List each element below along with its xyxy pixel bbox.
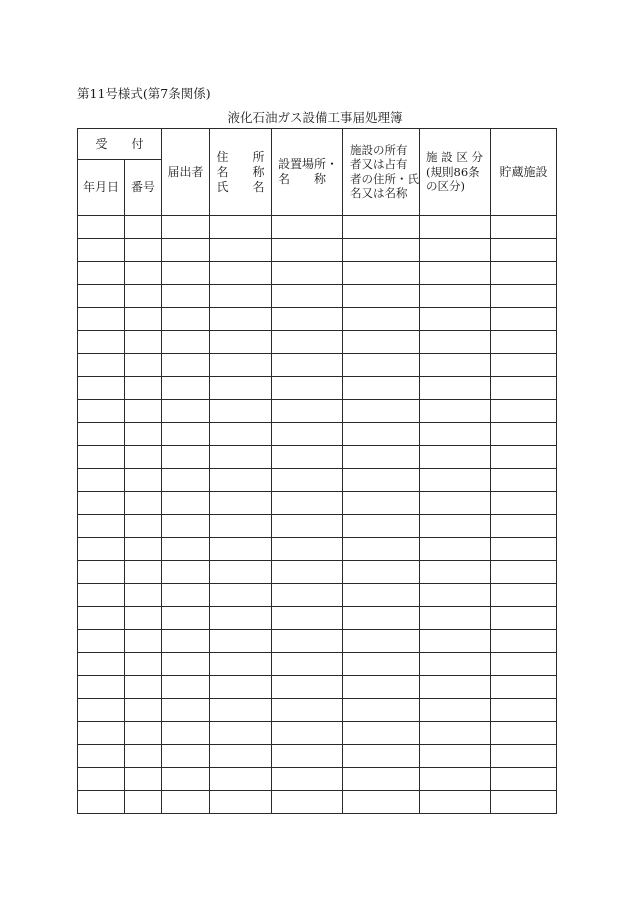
table-cell [491,216,557,239]
table-cell [78,492,125,515]
table-cell [491,469,557,492]
table-cell [125,699,162,722]
table-cell [210,561,272,584]
table-cell [162,262,210,285]
table-cell [162,423,210,446]
table-cell [78,722,125,745]
table-row [78,469,557,492]
table-cell [210,492,272,515]
table-cell [78,791,125,814]
table-cell [272,722,343,745]
table-cell [78,239,125,262]
table-cell [125,446,162,469]
table-cell [491,492,557,515]
table-cell [78,768,125,791]
table-cell [491,239,557,262]
table-cell [491,722,557,745]
number-label: 番号 [131,180,156,194]
table-cell [210,791,272,814]
table-cell [78,469,125,492]
table-row [78,492,557,515]
table-row [78,653,557,676]
table-cell [125,722,162,745]
table-cell [272,423,343,446]
table-cell [78,285,125,308]
table-cell [420,492,491,515]
table-cell [491,676,557,699]
table-cell [343,653,420,676]
table-cell [125,331,162,354]
table-cell [420,285,491,308]
table-cell [343,377,420,400]
location-header [272,129,343,216]
table-cell [210,768,272,791]
table-cell [272,584,343,607]
table-cell [420,538,491,561]
table-cell [162,308,210,331]
table-cell [491,538,557,561]
table-cell [420,446,491,469]
table-row [78,607,557,630]
table-cell [78,561,125,584]
table-cell [210,469,272,492]
table-cell [491,653,557,676]
table-cell [491,423,557,446]
number-header [125,160,162,216]
table-cell [491,561,557,584]
table-cell [343,561,420,584]
table-cell [343,768,420,791]
table-cell [210,676,272,699]
person-name-label: 氏 名 [216,179,265,194]
table-row [78,354,557,377]
table-cell [125,492,162,515]
table-cell [420,607,491,630]
table-cell [125,285,162,308]
table-cell [210,331,272,354]
table-cell [420,262,491,285]
table-cell [343,216,420,239]
table-cell [125,515,162,538]
table-cell [272,377,343,400]
table-cell [420,216,491,239]
table-cell [78,699,125,722]
table-row [78,561,557,584]
table-cell [272,653,343,676]
table-cell [162,722,210,745]
table-cell [210,423,272,446]
table-cell [210,607,272,630]
table-cell [420,584,491,607]
table-cell [420,423,491,446]
table-cell [272,538,343,561]
table-cell [343,423,420,446]
table-cell [125,561,162,584]
table-row [78,699,557,722]
table-cell [78,630,125,653]
table-cell [210,285,272,308]
table-cell [78,400,125,423]
table-cell [78,538,125,561]
table-cell [491,584,557,607]
facility-class-label-3: の区分) [426,178,466,193]
table-cell [125,768,162,791]
table-cell [272,400,343,423]
table-cell [125,239,162,262]
table-row [78,377,557,400]
notifier-header [162,129,210,216]
table-cell [491,377,557,400]
storage-label: 貯蔵施設 [499,164,548,179]
table-cell [343,446,420,469]
table-cell [78,653,125,676]
table-cell [343,745,420,768]
table-cell [272,216,343,239]
table-cell [125,308,162,331]
table-cell [343,469,420,492]
table-cell [272,469,343,492]
table-cell [343,584,420,607]
table-cell [343,538,420,561]
table-cell [162,630,210,653]
table-cell [162,699,210,722]
table-cell [343,676,420,699]
table-cell [420,722,491,745]
table-cell [420,630,491,653]
table-cell [162,331,210,354]
table-cell [162,607,210,630]
table-cell [491,400,557,423]
facility-class-label-2: (規則86条 [426,164,480,179]
table-cell [78,354,125,377]
table-cell [491,699,557,722]
table-cell [420,561,491,584]
facility-class-header [420,129,491,216]
table-cell [162,538,210,561]
table-cell [343,515,420,538]
table-cell [210,446,272,469]
table-cell [162,216,210,239]
table-cell [210,584,272,607]
table-cell [125,791,162,814]
table-cell [125,745,162,768]
table-cell [78,331,125,354]
table-cell [272,607,343,630]
table-cell [125,216,162,239]
table-cell [125,423,162,446]
table-cell [125,676,162,699]
table-cell [343,722,420,745]
table-cell [78,377,125,400]
table-row [78,768,557,791]
table-cell [272,492,343,515]
register-table [77,128,557,814]
table-row [78,446,557,469]
table-cell [272,354,343,377]
table-cell [210,216,272,239]
table-cell [420,308,491,331]
table-cell [162,676,210,699]
table-cell [162,400,210,423]
table-cell [125,653,162,676]
table-cell [78,216,125,239]
table-cell [420,745,491,768]
table-cell [272,239,343,262]
table-row [78,676,557,699]
table-cell [162,285,210,308]
location-name-label: 名 称 [278,172,327,186]
table-cell [420,354,491,377]
table-row [78,584,557,607]
table-cell [162,745,210,768]
table-cell [210,308,272,331]
table-row [78,239,557,262]
table-cell [343,630,420,653]
form-number: 第11号様式(第7条関係) [77,86,211,101]
table-cell [78,515,125,538]
table-cell [125,584,162,607]
table-cell [343,791,420,814]
table-cell [210,354,272,377]
header-row-top [78,129,557,160]
table-cell [162,377,210,400]
table-cell [210,653,272,676]
table-row [78,515,557,538]
table-cell [162,584,210,607]
table-cell [78,262,125,285]
table-cell [272,262,343,285]
table-cell [420,768,491,791]
table-cell [210,515,272,538]
table-cell [125,630,162,653]
date-header [78,160,125,216]
table-cell [343,400,420,423]
table-row [78,262,557,285]
address-label: 住 所 [216,149,265,164]
table-cell [125,400,162,423]
table-row [78,722,557,745]
table-cell [210,630,272,653]
table-cell [162,446,210,469]
table-cell [343,308,420,331]
table-cell [272,699,343,722]
table-cell [210,699,272,722]
table-cell [162,515,210,538]
table-cell [210,722,272,745]
table-cell [78,308,125,331]
table-cell [162,791,210,814]
table-cell [272,515,343,538]
owner-label-line-1: 施設の所有 [350,142,408,157]
table-cell [420,331,491,354]
table-cell [420,676,491,699]
table-cell [420,699,491,722]
table-cell [210,538,272,561]
table-cell [272,768,343,791]
table-cell [343,607,420,630]
table-cell [420,377,491,400]
table-cell [78,446,125,469]
table-cell [343,699,420,722]
table-cell [125,538,162,561]
table-cell [125,354,162,377]
table-cell [125,377,162,400]
table-cell [78,607,125,630]
table-row [78,308,557,331]
table-cell [162,561,210,584]
table-cell [343,492,420,515]
table-cell [78,423,125,446]
table-cell [272,285,343,308]
table-cell [420,239,491,262]
table-cell [125,469,162,492]
table-cell [491,515,557,538]
table-cell [210,745,272,768]
location-label: 設置場所・ [278,157,339,171]
table-cell [78,584,125,607]
table-cell [491,331,557,354]
table-cell [125,262,162,285]
table-cell [272,446,343,469]
company-name-label: 名 称 [216,164,265,179]
table-cell [162,239,210,262]
table-cell [491,791,557,814]
table-cell [272,745,343,768]
table-cell [272,791,343,814]
document-title: 液化石油ガス設備工事届処理簿 [227,110,403,125]
notifier-label: 届出者 [167,164,204,179]
table-cell [491,354,557,377]
table-cell [420,400,491,423]
date-label: 年月日 [82,180,119,194]
storage-header [491,129,557,216]
table-cell [343,331,420,354]
table-cell [78,676,125,699]
table-cell [210,377,272,400]
table-cell [162,469,210,492]
table-cell [210,400,272,423]
table-row [78,538,557,561]
table-row [78,400,557,423]
facility-class-label-1: 施 設 区 分 [426,150,483,165]
table-cell [343,239,420,262]
table-row [78,216,557,239]
table-cell [491,768,557,791]
table-cell [420,653,491,676]
owner-header [343,129,420,216]
table-cell [491,262,557,285]
table-cell [420,515,491,538]
table-cell [491,745,557,768]
table-cell [125,607,162,630]
table-cell [272,630,343,653]
owner-label-line-2: 者又は占有 [350,157,408,172]
table-cell [162,768,210,791]
table-cell [491,607,557,630]
table-cell [343,354,420,377]
table-cell [272,308,343,331]
table-row [78,630,557,653]
table-cell [343,285,420,308]
reception-header [78,129,162,160]
address-name-header [210,129,272,216]
owner-label-line-3: 者の住所・氏 [350,171,420,186]
table-cell [491,446,557,469]
table-cell [420,791,491,814]
table-row [78,331,557,354]
table-cell [162,653,210,676]
table-row [78,285,557,308]
table-cell [491,308,557,331]
table-cell [272,561,343,584]
table-cell [491,285,557,308]
table-cell [162,354,210,377]
table-cell [210,262,272,285]
table-cell [491,630,557,653]
table-cell [343,262,420,285]
table-cell [420,469,491,492]
table-cell [78,745,125,768]
table-row [78,423,557,446]
table-cell [162,492,210,515]
owner-label-line-4: 名又は名称 [350,186,408,201]
reception-label: 受 付 [95,136,144,151]
table-cell [272,331,343,354]
table-row [78,791,557,814]
table-row [78,745,557,768]
table-cell [272,676,343,699]
table-cell [210,239,272,262]
